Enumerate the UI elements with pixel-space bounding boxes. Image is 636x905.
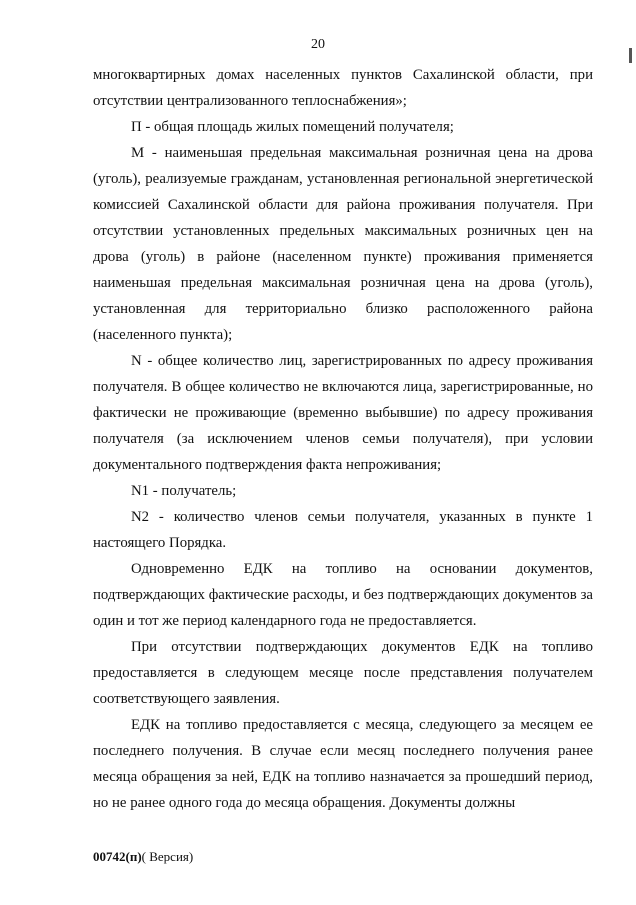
paragraph-p-definition: П - общая площадь жилых помещений получателя; (131, 119, 454, 135)
paragraph-no-documents: При отсутствии подтверждающих документов ЕДК на топливо предоставляется в следующем месяце после представления получателем соответствующего заявления. (93, 639, 593, 707)
paragraph-simultaneous-edk: Одновременно ЕДК на топливо на основании документов, подтверждающих фактические расходы, и без подтверждающих документов за один и тот же период календарного года не предоставляется. (93, 561, 593, 629)
paragraph-edk-period: ЕДК на топливо предоставляется с месяца, следующего за месяцем ее последнего получения. В случае если месяц последнего получения ранее месяца обращения за ней, ЕДК на топливо назначается за прошедший период, но не ранее одного года до месяца обращения. Документы должны (93, 717, 593, 811)
document-body (93, 62, 593, 816)
footer-code: 00742(п) (93, 849, 142, 864)
paragraph-n-definition: N - общее количество лиц, зарегистрированных по адресу проживания получателя. В общее количество не включаются лица, зарегистрированные, но фактически не проживающие (временно выбывшие) по адресу проживания получателя (за исключением членов семьи получателя), при условии документального подтверждения факта непроживания; (93, 353, 593, 473)
footer-version: ( Версия) (141, 849, 194, 864)
footer-document-code (93, 848, 193, 866)
paragraph-m-definition: М - наименьшая предельная максимальная розничная цена на дрова (уголь), реализуемые гражданам, установленная региональной энергетической комиссией Сахалинской области для района проживания получателя. При отсутствии установленных предельных максимальных розничных цен на дрова (уголь) в районе (населенном пункте) проживания применяется наименьшая предельная максимальная розничная цена на дрова (уголь), установленная для территориально близко расположенного района (населенного пункта); (93, 145, 593, 343)
paragraph-n2-definition: N2 - количество членов семьи получателя, указанных в пункте 1 настоящего Порядка. (93, 509, 593, 551)
page-number: 20 (311, 37, 325, 52)
paragraph-n1-definition: N1 - получатель; (131, 483, 237, 499)
paragraph-continuation: многоквартирных домах населенных пунктов Сахалинской области, при отсутствии централизованного теплоснабжения»; (93, 67, 593, 109)
scan-edge-mark (629, 48, 632, 63)
